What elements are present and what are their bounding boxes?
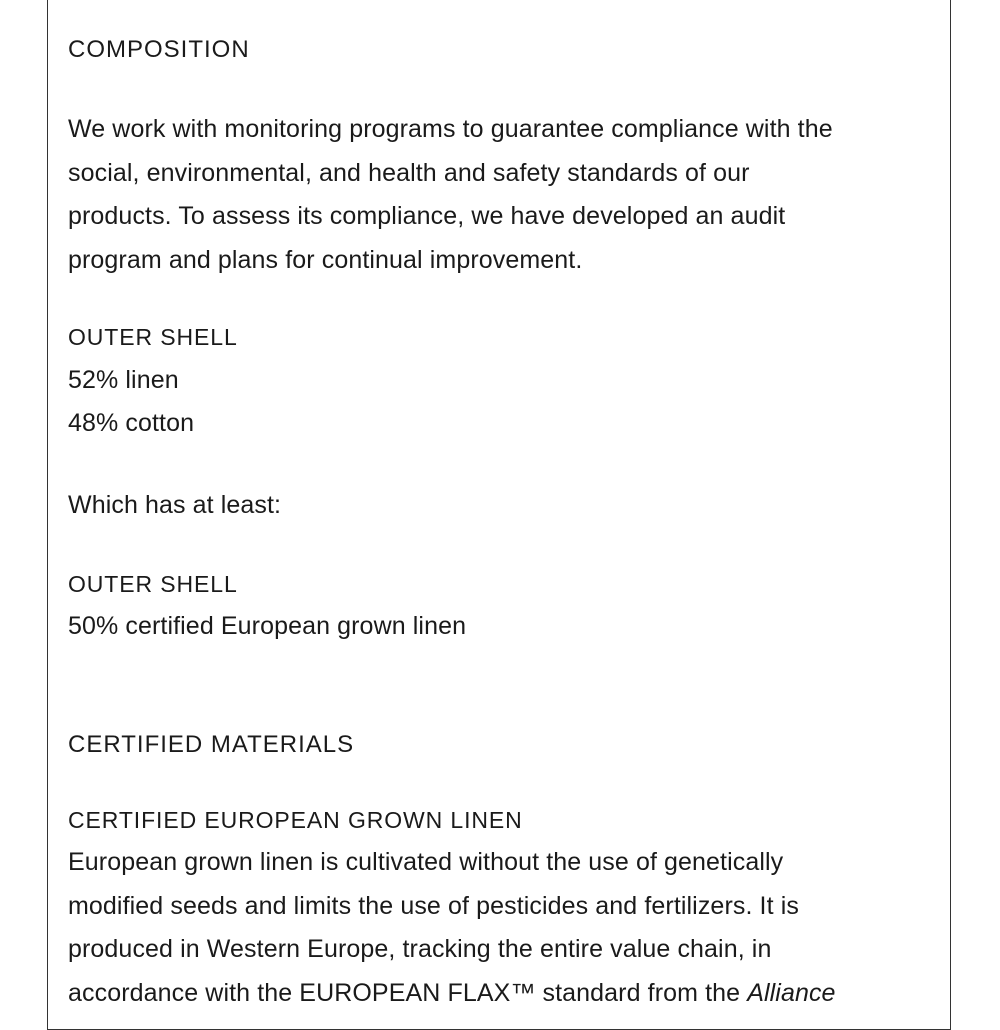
composition-heading: COMPOSITION bbox=[68, 36, 250, 63]
certified-outer-shell-label: OUTER SHELL bbox=[68, 571, 238, 597]
paragraph-line: produced in Western Europe, tracking the entire value chain, in bbox=[68, 935, 772, 963]
paragraph-line: European grown linen is cultivated without the use of genetically bbox=[68, 848, 784, 876]
paragraph-line-cut bbox=[68, 972, 948, 1016]
outer-shell-label: OUTER SHELL bbox=[68, 324, 238, 350]
material-item-linen: 52% linen bbox=[68, 366, 179, 394]
paragraph-line: products. To assess its compliance, we have developed an audit bbox=[68, 202, 786, 230]
material-item-cotton: 48% cotton bbox=[68, 409, 195, 437]
last-line-prefix: accordance with the EUROPEAN FLAX™ standard from the bbox=[68, 978, 748, 1007]
paragraph-line: modified seeds and limits the use of pesticides and fertilizers. It is bbox=[68, 891, 799, 920]
compliance-paragraph bbox=[68, 108, 948, 282]
linen-description-paragraph bbox=[68, 841, 948, 1015]
alliance-italic-text: Alliance bbox=[747, 978, 836, 1007]
paragraph-line: program and plans for continual improvement. bbox=[68, 245, 583, 274]
which-has-at-least-text: Which has at least: bbox=[68, 491, 282, 519]
certified-linen-title: CERTIFIED EUROPEAN GROWN LINEN bbox=[68, 807, 523, 833]
certified-linen-item: 50% certified European grown linen bbox=[68, 612, 467, 640]
paragraph-line: social, environmental, and health and safety standards of our bbox=[68, 158, 750, 187]
paragraph-line: We work with monitoring programs to guarantee compliance with the bbox=[68, 115, 833, 143]
certified-materials-heading: CERTIFIED MATERIALS bbox=[68, 731, 355, 758]
